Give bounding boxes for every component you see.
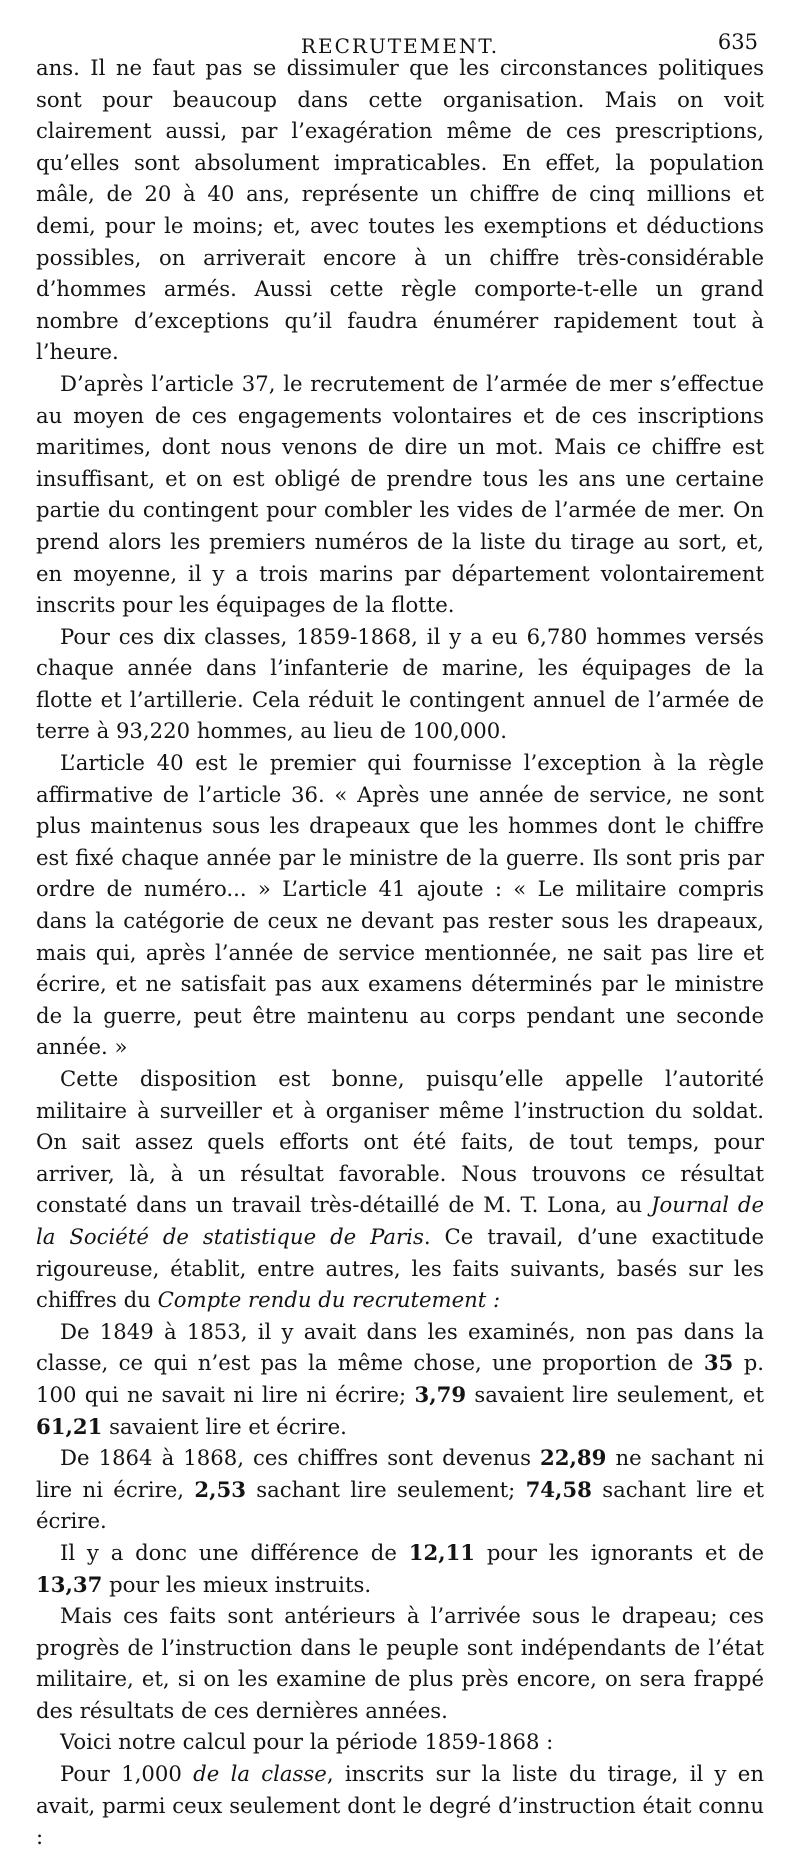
paragraph bbox=[36, 1537, 764, 1600]
paragraph bbox=[36, 1442, 764, 1537]
paragraph bbox=[36, 1063, 764, 1316]
text-run: Pour 1,000 bbox=[60, 1761, 194, 1787]
page-header bbox=[36, 18, 764, 58]
text-run: Cette disposition est bonne, puisqu’elle appelle l’autorité militaire à surveiller et à organiser même l’instruction du soldat. On sait assez quels efforts ont été faits, de tout temps, pour arriver, là, à un résultat favorable. Nous trouvons ce résultat constaté dans un travail très-détaillé de M. T. Lona, au bbox=[36, 1066, 764, 1218]
text-run: , inscrits sur la liste du tirage, il y en avait, parmi ceux seulement dont le degré d’instruction était connu : bbox=[36, 1761, 764, 1850]
running-title: RECRUTEMENT. bbox=[300, 34, 500, 58]
text-run: ne sachant ni lire ni écrire, bbox=[36, 1445, 764, 1502]
text-run: . Ce travail, d’une exactitude rigoureuse, établit, entre autres, les faits suivants, basés sur les chiffres du bbox=[36, 1223, 764, 1313]
text-run: p. 100 qui ne savait ni lire ni écrire; bbox=[36, 1350, 764, 1407]
text-run: L’article 40 est le premier qui fournisse l’exception à la règle affirmative de l’article 36. « Après une année de service, ne sont plus maintenus sous les drapeaux que les hommes dont le chiffre est fixé chaque année par le ministre de la guerre. Ils sont pris par ordre de numéro... » L’article 41 ajoute : « Le militaire compris dans la catégorie de ceux ne devant pas rester sous les drapeaux, mais qui, après l’année de service mentionnée, ne sait pas lire et écrire, et ne satisfait pas aux examens déterminés par le ministre de la guerre, peut être maintenu au corps pendant une seconde année. » bbox=[36, 750, 764, 1060]
text-run: Voici notre calcul pour la période 1859-1868 : bbox=[60, 1729, 554, 1755]
paragraph bbox=[36, 1316, 764, 1442]
text-run: savaient lire et écrire. bbox=[102, 1413, 347, 1439]
bold-figure: 35 bbox=[703, 1350, 734, 1376]
text-run: ans. Il ne faut pas se dissimuler que les circonstances politiques sont pour beaucoup dans cette organisation. Mais on voit clairement aussi, par l’exagération même de ces prescriptions, qu’elles sont absolument impraticables. En effet, la population mâle, de 20 à 40 ans, représente un chiffre de cinq millions et demi, pour le moins; et, avec toutes les exemptions et déductions possibles, on arriverait encore à un chiffre très-considérable d’hommes armés. Aussi cette règle comporte-t-elle un grand nombre d’exceptions qu’il faudra énumérer rapidement tout à l’heure. bbox=[36, 55, 764, 365]
text-run: sachant lire seulement; bbox=[245, 1476, 526, 1502]
paragraph bbox=[36, 1758, 764, 1853]
paragraph bbox=[36, 1726, 764, 1758]
paragraph bbox=[36, 368, 764, 621]
bold-figure: 61,21 bbox=[36, 1413, 103, 1439]
page-number: 635 bbox=[717, 30, 758, 54]
bold-figure: 13,37 bbox=[36, 1571, 103, 1597]
italic-text: Compte rendu du recrutement : bbox=[157, 1287, 501, 1313]
text-run: Il y a donc une différence de bbox=[60, 1539, 409, 1565]
text-run: Pour ces dix classes, 1859-1868, il y a eu 6,780 hommes versés chaque année dans l’infanterie de marine, les équipages de la flotte et l’artillerie. Cela réduit le contingent annuel de l’armée de terre à 93,220 hommes, au lieu de 100,000. bbox=[36, 623, 764, 744]
text-run: De 1849 à 1853, il y avait dans les examinés, non pas dans la classe, ce qui n’est pas la même chose, une proportion de bbox=[36, 1318, 764, 1376]
text-run: Mais ces faits sont antérieurs à l’arrivée sous le drapeau; ces progrès de l’instruction dans le peuple sont indépendants de l’état militaire, et, si on les examine de plus près encore, on sera frappé des résultats de ces dernières années. bbox=[36, 1603, 764, 1723]
bold-figure: 12,11 bbox=[408, 1539, 476, 1565]
paragraph bbox=[36, 52, 764, 368]
paragraph bbox=[36, 1600, 764, 1726]
text-run: pour les ignorants et de bbox=[475, 1539, 764, 1565]
italic-text: Journal de la Société de statistique de Paris bbox=[36, 1192, 764, 1249]
text-run: pour les mieux instruits. bbox=[102, 1571, 372, 1597]
paragraph bbox=[36, 747, 764, 1063]
text-run: De 1864 à 1868, ces chiffres sont devenus bbox=[60, 1445, 541, 1471]
bold-figure: 22,89 bbox=[540, 1445, 607, 1471]
bold-figure: 74,58 bbox=[525, 1476, 592, 1502]
text-run: D’après l’article 37, le recrutement de l’armée de mer s’effectue au moyen de ces engagements volontaires et de ces inscriptions maritimes, dont nous venons de dire un mot. Mais ce chiffre est insuffisant, et on est obligé de prendre tous les ans une certaine partie du contingent pour combler les vides de l’armée de mer. On prend alors les premiers numéros de la liste du tirage au sort, et, en moyenne, il y a trois marins par département volontairement inscrits pour les équipages de la flotte. bbox=[36, 370, 764, 618]
paragraph bbox=[36, 621, 764, 747]
italic-text: de la classe bbox=[193, 1761, 327, 1787]
text-run: sachant lire et écrire. bbox=[36, 1476, 764, 1534]
bold-figure: 2,53 bbox=[194, 1476, 246, 1502]
text-run: savaient lire seulement, et bbox=[466, 1381, 764, 1407]
body-text bbox=[36, 52, 764, 1853]
bold-figure: 3,79 bbox=[414, 1381, 467, 1407]
